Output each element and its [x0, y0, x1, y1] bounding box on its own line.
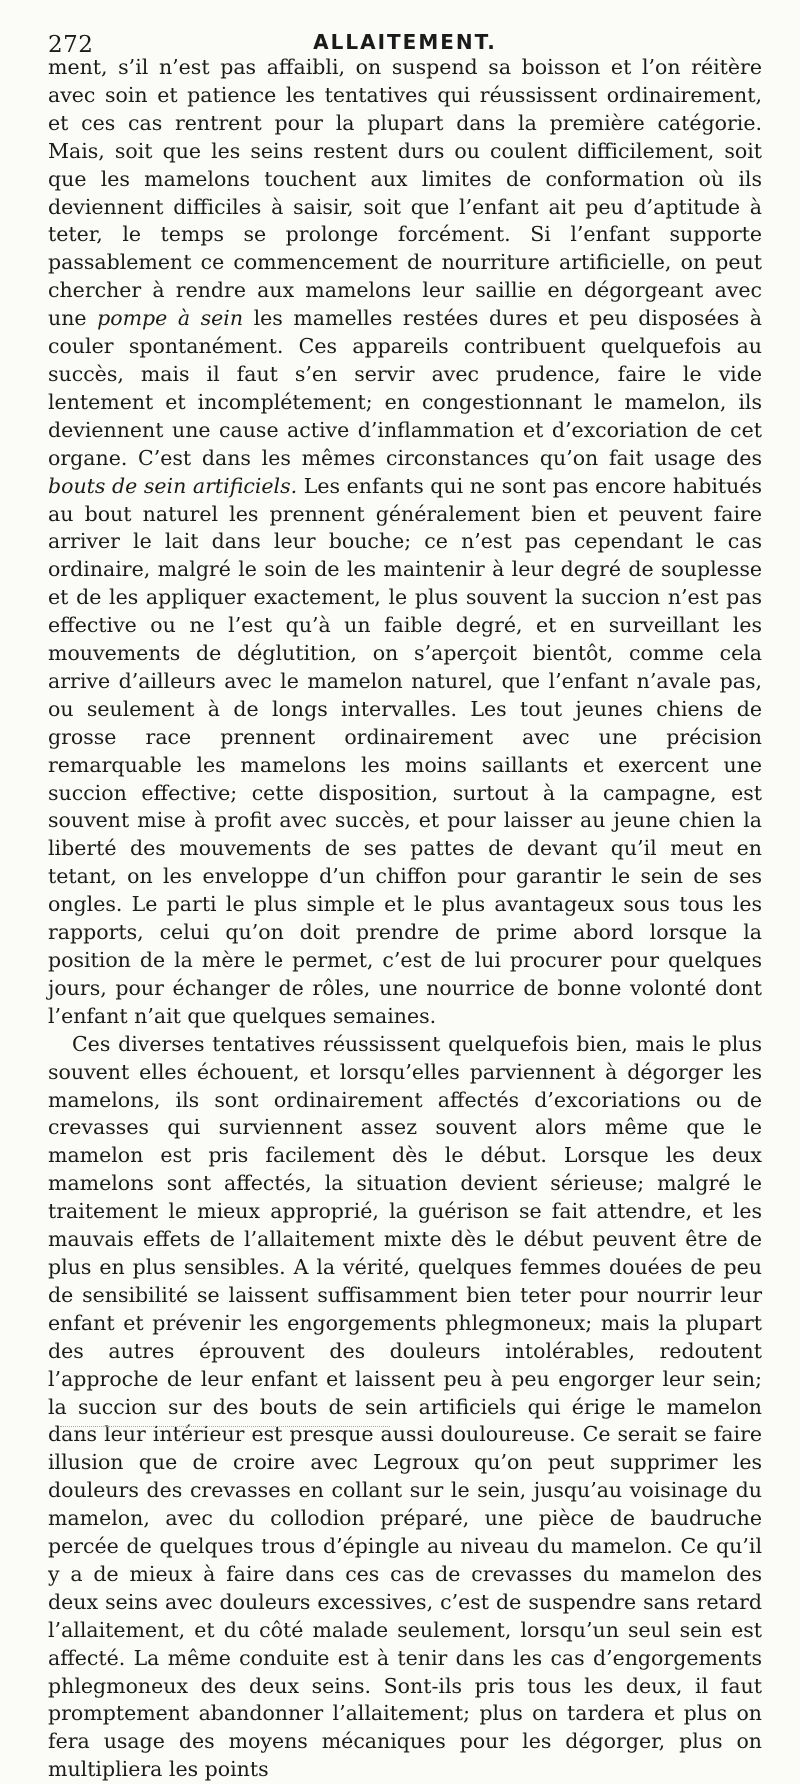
text-run: ment, s’il n’est pas affaibli, on suspend sa boisson et l’on réitère avec soin et patience les tentatives qui réussissent ordinairement, et ces cas rentrent pour la plupart dans la première catégorie. Mais, soit que les seins restent durs ou coulent difficilement, soit que les mamelons touchent aux limites de conformation où ils deviennent difficiles à saisir, soit que l’enfant ait peu d’aptitude à teter, le temps se prolonge forcément. Si l’enfant supporte passablement ce commencement de nourriture artificielle, on peut chercher à rendre aux mamelons leur saillie en dégorgeant avec une	[48, 55, 762, 331]
italic-term-pompe-a-sein: pompe à sein	[97, 306, 244, 331]
running-title: ALLAITEMENT.	[313, 30, 497, 54]
page-number: 272	[48, 32, 94, 58]
body-text	[48, 54, 762, 1784]
text-run: Ces diverses tentatives réussissent quelquefois bien, mais le plus souvent elles échouent, et lorsqu’elles parviennent à dégorger les mamelons, ils sont ordinairement affectés d’excoriations ou de crevasses qui surviennent assez souvent alors même que le mamelon est pris facilement dès le début. Lorsque les deux mamelons sont affectés, la situation devient sérieuse; malgré le traitement le mieux approprié, la guérison se fait attendre, et les mauvais effets de l’allaitement mixte dès le début peuvent être de plus en plus sensibles. A la vérité, quelques femmes douées de peu de sensibilité se laissent suffisamment bien teter pour nourrir leur enfant et prévenir les engorgements phlegmoneux; mais la plupart des autres éprouvent des douleurs intolérables, redoutent l’approche de leur enfant et laissent peu à peu engorger leur sein; la succion sur des bouts de sein artificiels qui érige le mamelon dans leur intérieur est presque aussi douloureuse. Ce serait se faire illusion que de croire avec Legroux qu’on peut supprimer les douleurs des crevasses en collant sur le sein, jusqu’au voisinage du mamelon, avec du collodion préparé, une pièce de baudruche percée de quelques trous d’épingle au niveau du mamelon. Ce qu’il y a de mieux à faire dans ces cas de crevasses du mamelon des deux seins avec douleurs excessives, c’est de suspendre sans retard l’allaitement, et du côté malade seulement, lorsqu’un seul sein est affecté. La même conduite est à tenir dans les cas d’engorgements phlegmoneux des deux seins. Sont-ils pris tous les deux, il faut promptement abandonner l’allaitement; plus on tardera et plus on fera usage des moyens mécaniques pour les dégorger, plus on multipliera les points	[48, 1031, 762, 1782]
text-run: Les enfants qui ne sont pas encore habitués au bout naturel les prennent généralement bien et peuvent faire arriver le lait dans leur bouche; ce n’est pas cependant le cas ordinaire, malgré le soin de les maintenir à leur degré de souplesse et de les appliquer exactement, le plus souvent la succion n’est pas effective ou ne l’est qu’à un faible degré, et en surveillant les mouvements de déglutition, on s’aperçoit bientôt, comme cela arrive d’ailleurs avec le mamelon naturel, que l’enfant n’avale pas, ou seulement à de longs intervalles. Les tout jeunes chiens de grosse race prennent ordinairement avec une précision remarquable les mamelons les moins saillants et exercent une succion effective; cette disposition, surtout à la campagne, est souvent mise à profit avec succès, et pour laisser au jeune chien la liberté des mouvements de ses pattes de devant qu’il meut en tetant, on les enveloppe d’un chiffon pour garantir le sein de ses ongles. Le parti le plus simple et le plus avantageux sous tous les rapports, celui qu’on doit prendre de prime abord lorsque la position de la mère le permet, c’est de lui procurer pour quelques jours, pour échanger de rôles, une nourrice de bonne volonté dont l’enfant n’ait que quelques semaines.	[48, 473, 762, 1028]
footer-rule	[60, 1426, 390, 1427]
page-header	[48, 0, 762, 58]
paragraph-2	[48, 1031, 762, 1784]
italic-term-bouts-de-sein: bouts de sein artificiels.	[48, 473, 298, 498]
text-run: les mamelles restées dures et peu disposées à couler spontanément. Ces appareils contribuent quelquefois au succès, mais il faut s’en servir avec prudence, faire le vide lentement et incomplétement; en congestionnant le mamelon, ils deviennent une cause active d’inflammation et d’excoriation de cet organe. C’est dans les mêmes circonstances qu’on fait usage des	[48, 306, 762, 470]
paragraph-1	[48, 54, 762, 1031]
